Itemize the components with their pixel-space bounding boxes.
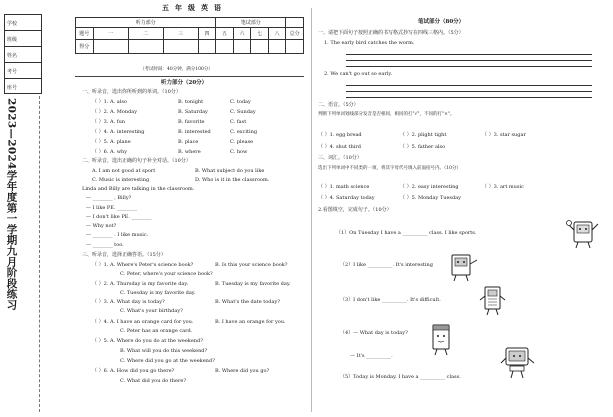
q3-item5-a: （ ）5. A. Where do you do at the weekend? bbox=[92, 338, 203, 344]
score-head-writing: 笔试部分 bbox=[216, 18, 286, 28]
score-cell-2 bbox=[128, 39, 163, 53]
writing-line bbox=[346, 66, 592, 67]
score-label-question: 题号 bbox=[76, 27, 94, 39]
score-col-3: 三 bbox=[163, 27, 198, 39]
score-col-8: 八 bbox=[268, 27, 286, 39]
q3-item5-b: B. What will you do this weekend? bbox=[120, 348, 208, 354]
w-q1-title: 一、请把下面句子按照正确的书写格式抄写在四线三格内。（5分） bbox=[318, 30, 464, 36]
q1-row4-a: （ ）4. A. interesting bbox=[92, 129, 145, 135]
w-q3-instruction: 选出下列单词中不同类的一项，将其字母代号填入前面括号内。（10分） bbox=[318, 166, 461, 171]
w-q2-item3: （ ）3. star sugar bbox=[482, 132, 526, 138]
w-q3-title: 三、词汇。（10分） bbox=[318, 155, 362, 161]
w-q4-title: 2.看图填空，完成句子。（10分） bbox=[318, 207, 392, 213]
writing-line bbox=[346, 60, 592, 61]
score-label-points: 得分 bbox=[76, 39, 94, 53]
listening-heading: 听力部分（20分） bbox=[161, 80, 208, 86]
science-cartoon-image bbox=[446, 252, 480, 282]
q2-option-a: A. I am not good at sport bbox=[92, 168, 156, 174]
q3-item6-c: C. What did you do there? bbox=[120, 378, 187, 384]
score-col-2: 二 bbox=[128, 27, 163, 39]
q3-item4-b: B. I have an orange for you. bbox=[215, 319, 286, 325]
column-divider bbox=[311, 8, 312, 412]
q1-row1-a: （ ）1. A. also bbox=[92, 99, 127, 105]
label-school: 学校 bbox=[7, 21, 18, 27]
q2-option-b: B. What subject do you like bbox=[195, 168, 265, 174]
q3-item2-a: （ ）2. A. Thursday is my favorite day. bbox=[92, 281, 189, 287]
info-cell-class bbox=[5, 31, 41, 47]
w-q2-item1: （ ）1. egg bread bbox=[318, 132, 362, 138]
sports-cartoon-image bbox=[566, 218, 600, 250]
w-q4-item4-a: — It's __________. bbox=[350, 353, 393, 359]
q1-row4-b: B. interested bbox=[178, 129, 211, 135]
q2-dialogue-line5: — ________ . I like music. bbox=[86, 232, 149, 238]
w-q3-item2: （ ）2. easy interesting bbox=[400, 184, 459, 190]
score-head-listening: 听力部分 bbox=[76, 18, 216, 28]
q3-item1-a: （ ）1. A. Where's Peter's science book? bbox=[92, 262, 194, 268]
writing-line bbox=[346, 91, 592, 92]
w-q2-instruction: 判断下列单词划线部分发音是否相同，相同的打"√"，不同的打"×"。 bbox=[318, 112, 455, 117]
q1-row1-c: C. today bbox=[230, 99, 251, 105]
writing-line bbox=[346, 54, 592, 55]
time-note: （考试时间：40分钟，满分100分） bbox=[140, 67, 213, 72]
q3-item3-b: B. What's the date today? bbox=[215, 299, 280, 305]
score-cell-1 bbox=[93, 39, 128, 53]
w-q1-sentence2: 2. We can't go out so early. bbox=[324, 71, 393, 77]
q1-title: 一、听录音，选出你所听到的单词。（10分） bbox=[82, 89, 181, 95]
score-col-5: 五 bbox=[216, 27, 234, 39]
q1-row3-a: （ ）3. A. fun bbox=[92, 119, 126, 125]
score-cell-8 bbox=[268, 39, 286, 53]
w-q2-item5: （ ）5. father also bbox=[400, 144, 446, 150]
score-table bbox=[75, 17, 304, 54]
header-rule bbox=[75, 76, 304, 77]
w-q3-item1: （ ）1. math science bbox=[318, 184, 370, 190]
label-exam-number: 考号 bbox=[7, 69, 18, 75]
score-cell-3 bbox=[163, 39, 198, 53]
q1-row5-a: （ ）5. A. plane bbox=[92, 139, 131, 145]
calendar-cartoon-image bbox=[426, 322, 456, 356]
writing-line bbox=[346, 97, 592, 98]
q1-row2-a: （ ）2. A. Monday bbox=[92, 109, 138, 115]
student-info-box bbox=[4, 14, 42, 94]
q1-row6-c: C. how bbox=[230, 149, 248, 155]
q2-dialogue-line1: — ________ , Billy? bbox=[86, 195, 132, 201]
w-q3-item5: （ ）5. Monday Tuesday bbox=[400, 195, 461, 201]
q1-row1-b: B. tonight bbox=[178, 99, 204, 105]
q2-dialogue-line2: — I like PE. ________ bbox=[86, 205, 138, 211]
q3-item3-c: C. What's your birthday? bbox=[120, 308, 183, 314]
writing-line bbox=[346, 85, 592, 86]
w-q4-item3: （3）I don't like __________. It's difficult. bbox=[340, 297, 441, 303]
q3-item1-c: C. Peter, where's your science book? bbox=[120, 271, 213, 277]
w-q3-item4: （ ）4. Saturday today bbox=[318, 195, 375, 201]
label-name: 姓名 bbox=[7, 53, 18, 59]
score-col-7: 七 bbox=[251, 27, 269, 39]
w-q2-title: 二、语音。（5分） bbox=[318, 102, 359, 108]
score-cell-5 bbox=[216, 39, 234, 53]
q3-title: 三、听录音，选择正确答语。（15分） bbox=[82, 252, 166, 258]
w-q4-item2: （2）I like __________. It's interesting bbox=[340, 262, 433, 268]
q2-option-d: D. Who is it in the classroom. bbox=[195, 177, 270, 183]
q3-item2-b: B. Tuesday is my favorite day. bbox=[215, 281, 291, 287]
q3-item3-a: （ ）3. A. What day is today? bbox=[92, 299, 165, 305]
q1-row5-c: C. please bbox=[230, 139, 254, 145]
score-cell-7 bbox=[251, 39, 269, 53]
exam-title-vertical: 2023—2024学年度第一学期九月阶段练习 bbox=[5, 98, 18, 311]
score-head-blank bbox=[286, 18, 304, 28]
q3-item4-a: （ ）4. A. I have an orange card for you. bbox=[92, 319, 194, 325]
q1-row2-c: C. Sunday bbox=[230, 109, 256, 115]
w-q1-sentence1: 1. The early bird catches the worm. bbox=[324, 40, 415, 46]
q2-dialogue-line4: — Why not? bbox=[86, 223, 117, 229]
info-cell-school bbox=[5, 15, 41, 31]
q2-option-c: C. Music is interesting bbox=[92, 177, 150, 183]
w-q4-item1: （1）On Tuesday I have a __________ class. I like sports. bbox=[336, 230, 477, 236]
info-cell-seat bbox=[5, 79, 41, 95]
score-col-6: 六 bbox=[233, 27, 251, 39]
q3-item6-b: B. Where did you go? bbox=[215, 368, 270, 374]
writing-heading: 笔试部分（80分） bbox=[418, 19, 465, 25]
info-cell-name bbox=[5, 47, 41, 63]
w-q2-item4: （ ）4. shut third bbox=[318, 144, 361, 150]
q1-row4-c: C. exciting bbox=[230, 129, 258, 135]
q3-item4-c: C. Peter has an orange card. bbox=[120, 328, 193, 334]
q1-row6-b: B. where bbox=[178, 149, 201, 155]
label-seat-number: 座号 bbox=[7, 85, 18, 91]
score-col-1: 一 bbox=[93, 27, 128, 39]
info-cell-exam-no bbox=[5, 63, 41, 79]
q2-title: 二、听录音，选出正确的句子补全对话。（10分） bbox=[82, 158, 191, 164]
q1-row6-a: （ ）6. A. why bbox=[92, 149, 128, 155]
q3-item6-a: （ ）6. A. How did you go there? bbox=[92, 368, 175, 374]
w-q3-item3: （ ）3. art music bbox=[482, 184, 524, 190]
q1-row2-b: B. Saturday bbox=[178, 109, 208, 115]
q1-row5-b: B. place bbox=[178, 139, 199, 145]
score-col-total: 总分 bbox=[286, 27, 304, 39]
q2-dialogue-line3: — I don't like PE. ________ bbox=[86, 214, 152, 220]
score-cell-total bbox=[286, 39, 304, 53]
label-class: 班级 bbox=[7, 37, 18, 43]
math-cartoon-image bbox=[478, 284, 508, 316]
binding-line bbox=[39, 96, 40, 412]
q1-row3-c: C. fast bbox=[230, 119, 247, 125]
q2-dialogue-intro: Linda and Billy are talking in the classroom. bbox=[82, 186, 195, 192]
page-title: 五年级英语 bbox=[162, 3, 227, 12]
q3-item1-b: B. Is this your science book? bbox=[215, 262, 288, 268]
computer-cartoon-image bbox=[500, 344, 536, 380]
w-q2-item2: （ ）2. plight tight bbox=[400, 132, 447, 138]
q1-row3-b: B. favorite bbox=[178, 119, 205, 125]
score-cell-6 bbox=[233, 39, 251, 53]
q2-dialogue-line6: — ________ too. bbox=[86, 242, 124, 248]
q3-item2-c: C. Tuesday is my favorite day. bbox=[120, 290, 196, 296]
w-q4-item5: （5）Today is Monday. I have a __________ class. bbox=[340, 374, 461, 380]
q3-item5-c: C. Where did you go at the weekend? bbox=[120, 358, 215, 364]
score-col-4: 四 bbox=[198, 27, 216, 39]
score-cell-4 bbox=[198, 39, 216, 53]
w-q4-item4-q: （4）— What day is today? bbox=[340, 330, 408, 336]
